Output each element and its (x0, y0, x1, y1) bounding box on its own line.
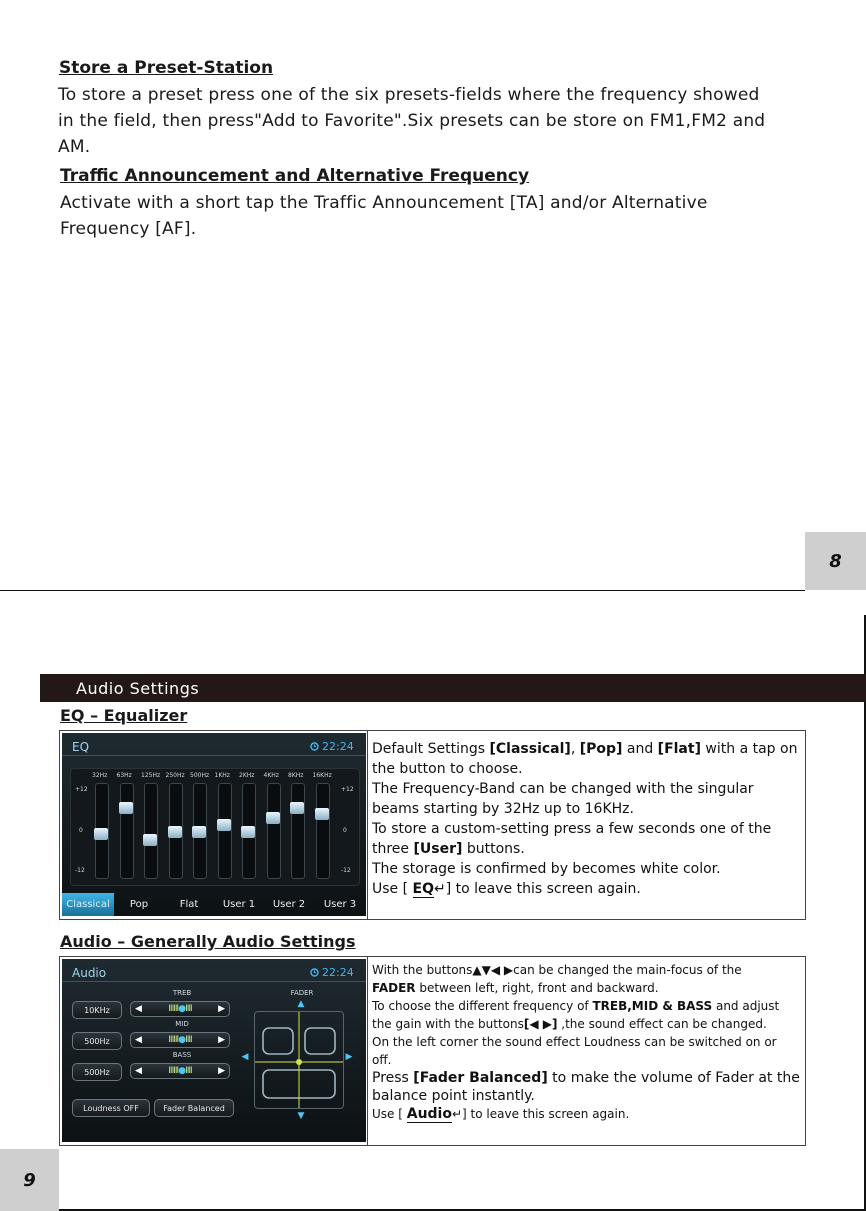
car-seats-icon (255, 1012, 343, 1108)
treb-label: TREB (172, 989, 192, 997)
clock-icon (310, 968, 319, 977)
text-line: AM. (58, 137, 91, 157)
text-line: Frequency [AF]. (60, 219, 197, 239)
audio-table (59, 956, 806, 1146)
treb-freq-button[interactable]: 10KHz (72, 1001, 122, 1019)
eq-back-icon: EQ (412, 881, 434, 897)
page-bottom-divider (0, 590, 805, 591)
text-line: To store a preset press one of the six presets-fields where the frequency showed (58, 85, 760, 105)
mid-right-arrow-icon[interactable]: ▶ (218, 1035, 225, 1045)
eq-panel (70, 768, 360, 886)
fader-right-arrow-icon[interactable]: ▶ (345, 1052, 353, 1062)
scale-top-right: +12 (341, 786, 354, 793)
preset-tab-user1[interactable]: User 1 (222, 899, 256, 910)
fader-label: FADER (290, 989, 314, 997)
band-label-125hz: 125Hz (141, 772, 161, 779)
band-knob-2khz[interactable] (241, 826, 255, 838)
scale-bottom-right: -12 (341, 867, 351, 874)
column-divider (367, 731, 368, 919)
preset-tab-flat[interactable]: Flat (179, 899, 199, 910)
band-label-2khz: 2KHz (239, 772, 255, 779)
audio-screen (62, 959, 366, 1142)
title-separator (62, 981, 366, 982)
bass-right-arrow-icon[interactable]: ▶ (218, 1066, 225, 1076)
title-separator (62, 755, 366, 756)
band-knob-500hz[interactable] (192, 826, 206, 838)
clock-icon (310, 742, 319, 751)
treb-right-arrow-icon[interactable]: ▶ (218, 1004, 225, 1014)
traffic-paragraph (60, 190, 830, 242)
section-banner: Audio Settings (40, 674, 866, 702)
band-knob-4khz[interactable] (266, 812, 280, 824)
band-label-16khz: 16KHz (312, 772, 332, 779)
audio-heading: Audio – Generally Audio Settings (60, 932, 356, 951)
page-number-9: 9 (0, 1149, 59, 1211)
column-divider (367, 957, 368, 1145)
treb-left-arrow-icon[interactable]: ◀ (135, 1004, 142, 1014)
fader-down-arrow-icon[interactable]: ▼ (297, 1111, 305, 1121)
preset-tab-user3[interactable]: User 3 (323, 899, 357, 910)
band-knob-32hz[interactable] (94, 828, 108, 840)
audio-clock (310, 966, 354, 979)
eq-time: 22:24 (322, 740, 354, 753)
scale-top: +12 (75, 786, 88, 793)
preset-tab-user2[interactable]: User 2 (272, 899, 306, 910)
band-slider-125hz[interactable] (144, 783, 158, 879)
mid-freq-button[interactable]: 500Hz (72, 1032, 122, 1050)
eq-clock (310, 740, 354, 753)
band-label-32hz: 32Hz (92, 772, 108, 779)
eq-screen (62, 733, 366, 916)
band-slider-63hz[interactable] (120, 783, 134, 879)
band-slider-8khz[interactable] (291, 783, 305, 879)
band-label-500hz: 500Hz (190, 772, 210, 779)
eq-screen-title: EQ (72, 740, 90, 754)
preset-tab-bar (62, 893, 366, 916)
eq-table (59, 730, 806, 920)
audio-screen-title: Audio (72, 966, 107, 980)
loudness-button[interactable]: Loudness OFF (72, 1099, 150, 1117)
audio-back-icon: Audio (406, 1106, 452, 1122)
fader-left-arrow-icon[interactable]: ◀ (241, 1052, 249, 1062)
back-arrow-icon: ↵ (434, 881, 446, 897)
preset-paragraph (58, 82, 828, 160)
treb-gain-control (130, 1001, 230, 1017)
band-knob-125hz[interactable] (143, 834, 157, 846)
bass-freq-button[interactable]: 500Hz (72, 1063, 122, 1081)
band-label-1khz: 1KHz (214, 772, 230, 779)
eq-heading: EQ – Equalizer (60, 706, 188, 725)
band-label-63hz: 63Hz (116, 772, 132, 779)
treb-level-bar: IIIIII ● IIII (168, 1004, 192, 1014)
eq-description: Default Settings [Classical], [Pop] and [Flat] with a tap on the button to choose. The Frequency-Band can be changed with the singular beams starting by 32Hz up to 16KHz. To store a custom-setting press a few seconds one of the three [User] buttons. The storage is confirmed by becomes white color. Use [ EQ↵] to leave this screen again. (372, 741, 798, 897)
section-title-preset: Store a Preset-Station (59, 58, 274, 78)
mid-gain-control (130, 1032, 230, 1048)
fader-up-arrow-icon[interactable]: ▲ (297, 999, 305, 1009)
audio-description: With the buttons▲▼◀ ▶can be changed the main-focus of the FADER between left, right, front and backward. To choose the different frequency of TREB,MID & BASS and adjust the gain with the buttons[◀ ▶] ,the sound effect can be changed. On the left corner the sound effect Loudness can be switched on or off. Press [Fader Balanced] to make the volume of Fader at the balance point instantly. Use [ Audio↵] to leave this screen again. (372, 963, 800, 1122)
band-knob-1khz[interactable] (217, 819, 231, 831)
band-knob-8khz[interactable] (290, 802, 304, 814)
fader-balanced-button[interactable]: Fader Balanced (154, 1099, 234, 1117)
section-title-traffic: Traffic Announcement and Alternative Frequency (60, 166, 530, 186)
band-knob-250hz[interactable] (168, 826, 182, 838)
band-label-8khz: 8KHz (288, 772, 304, 779)
scale-mid: 0 (79, 827, 83, 834)
text-line: in the field, then press"Add to Favorite".Six presets can be store on FM1,FM2 and (58, 111, 766, 131)
text-line: Activate with a short tap the Traffic Announcement [TA] and/or Alternative (60, 193, 708, 213)
band-slider-4khz[interactable] (267, 783, 281, 879)
scale-bottom: -12 (75, 867, 85, 874)
band-knob-16khz[interactable] (315, 808, 329, 820)
preset-tab-pop[interactable]: Pop (129, 899, 149, 910)
audio-time: 22:24 (322, 966, 354, 979)
back-arrow-icon: ↵ (451, 1107, 463, 1121)
bass-label: BASS (172, 1051, 192, 1059)
bass-gain-control (130, 1063, 230, 1079)
band-label-250hz: 250Hz (165, 772, 185, 779)
bass-level-bar: IIIIII ● IIII (168, 1066, 192, 1076)
preset-tab-classical[interactable]: Classical (62, 893, 114, 916)
mid-left-arrow-icon[interactable]: ◀ (135, 1035, 142, 1045)
band-label-4khz: 4KHz (263, 772, 279, 779)
mid-level-bar: IIIIII ● IIII (168, 1035, 192, 1045)
band-slider-16khz[interactable] (316, 783, 330, 879)
mid-label: MID (175, 1020, 189, 1028)
fader-area[interactable] (254, 1011, 344, 1109)
band-knob-63hz[interactable] (119, 802, 133, 814)
bass-left-arrow-icon[interactable]: ◀ (135, 1066, 142, 1076)
scale-mid-right: 0 (343, 827, 347, 834)
page-number-8: 8 (805, 532, 866, 590)
